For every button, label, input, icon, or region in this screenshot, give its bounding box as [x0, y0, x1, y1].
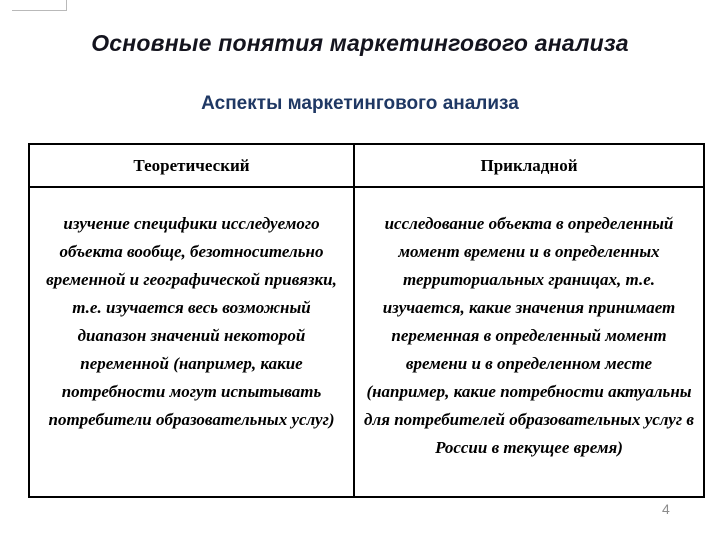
table-header-applied: Прикладной — [355, 145, 703, 188]
aspects-table — [28, 143, 705, 498]
table-header-theoretical: Теоретический — [30, 145, 355, 188]
corner-decoration-line-vertical — [66, 0, 67, 11]
table-cell-theoretical-description: изучение специфики исследуемого объекта вообще, безотносительно временной и географической привязки, т.е. изучается весь возможный диапазон значений некоторой переменной (например, какие потребности могут испытывать потребители образовательных услуг) — [30, 188, 355, 496]
slide-title: Основные понятия маркетингового анализа — [91, 30, 629, 56]
slide-subtitle: Аспекты маркетингового анализа — [201, 93, 519, 114]
page-number: 4 — [662, 501, 670, 517]
table-cell-applied-description: исследование объекта в определенный момент времени и в определенных территориальных границах, т.е. изучается, какие значения принимает переменная в определенный момент времени и в определенном месте (например, какие потребности актуальны для потребителей образовательных услуг в России в текущее время) — [364, 214, 694, 457]
corner-decoration-line-horizontal — [12, 10, 66, 11]
